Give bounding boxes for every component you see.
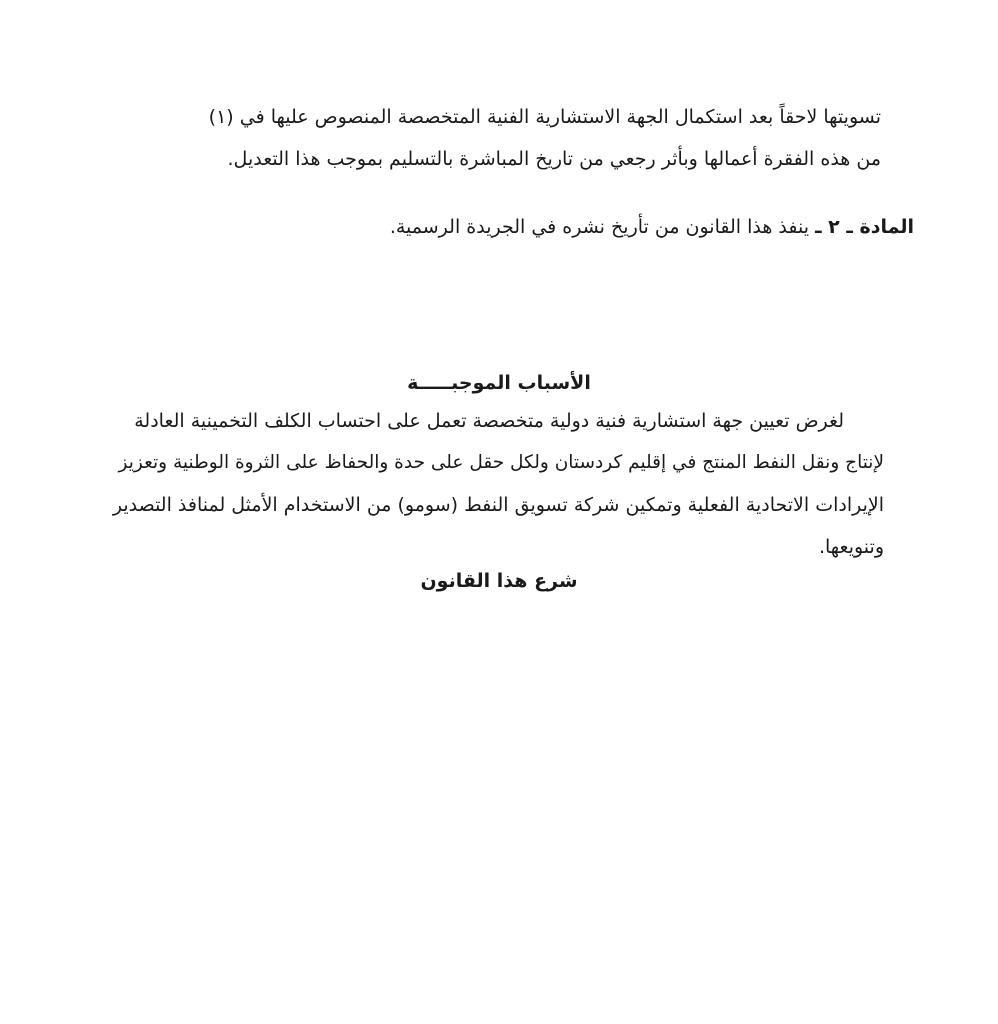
reasons-line: وتنويعها.: [818, 536, 884, 558]
article-label: المادة ـ ٢ ـ: [815, 216, 914, 238]
reasons-line: الإيرادات الاتحادية الفعلية وتمكين شركة تسويق النفط (سومو) من الاستخدام الأمثل لمنافذ التصدير: [112, 494, 884, 516]
paragraph-line: من هذه الفقرة أعمالها وبأثر رجعي من تاريخ المباشرة بالتسليم بموجب هذا التعديل.: [227, 148, 881, 170]
article-text: ينفذ هذا القانون من تأريخ نشره في الجريدة الرسمية.: [389, 216, 816, 238]
reasons-heading: الأسباب الموجبـــــة: [407, 372, 591, 394]
paragraph-line: تسويتها لاحقاً بعد استكمال الجهة الاستشارية الفنية المتخصصة المنصوص عليها في (١): [208, 106, 881, 128]
reasons-line: لإنتاج ونقل النفط المنتج في إقليم كردستان ولكل حقل على حدة والحفاظ على الثروة الوطنية وتعزيز: [118, 452, 884, 473]
closing-statement: شرع هذا القانون: [420, 570, 578, 592]
article-2: [390, 216, 914, 238]
reasons-line: لغرض تعيين جهة استشارية فنية دولية متخصصة تعمل على احتساب الكلف التخمينية العادلة: [134, 410, 844, 432]
